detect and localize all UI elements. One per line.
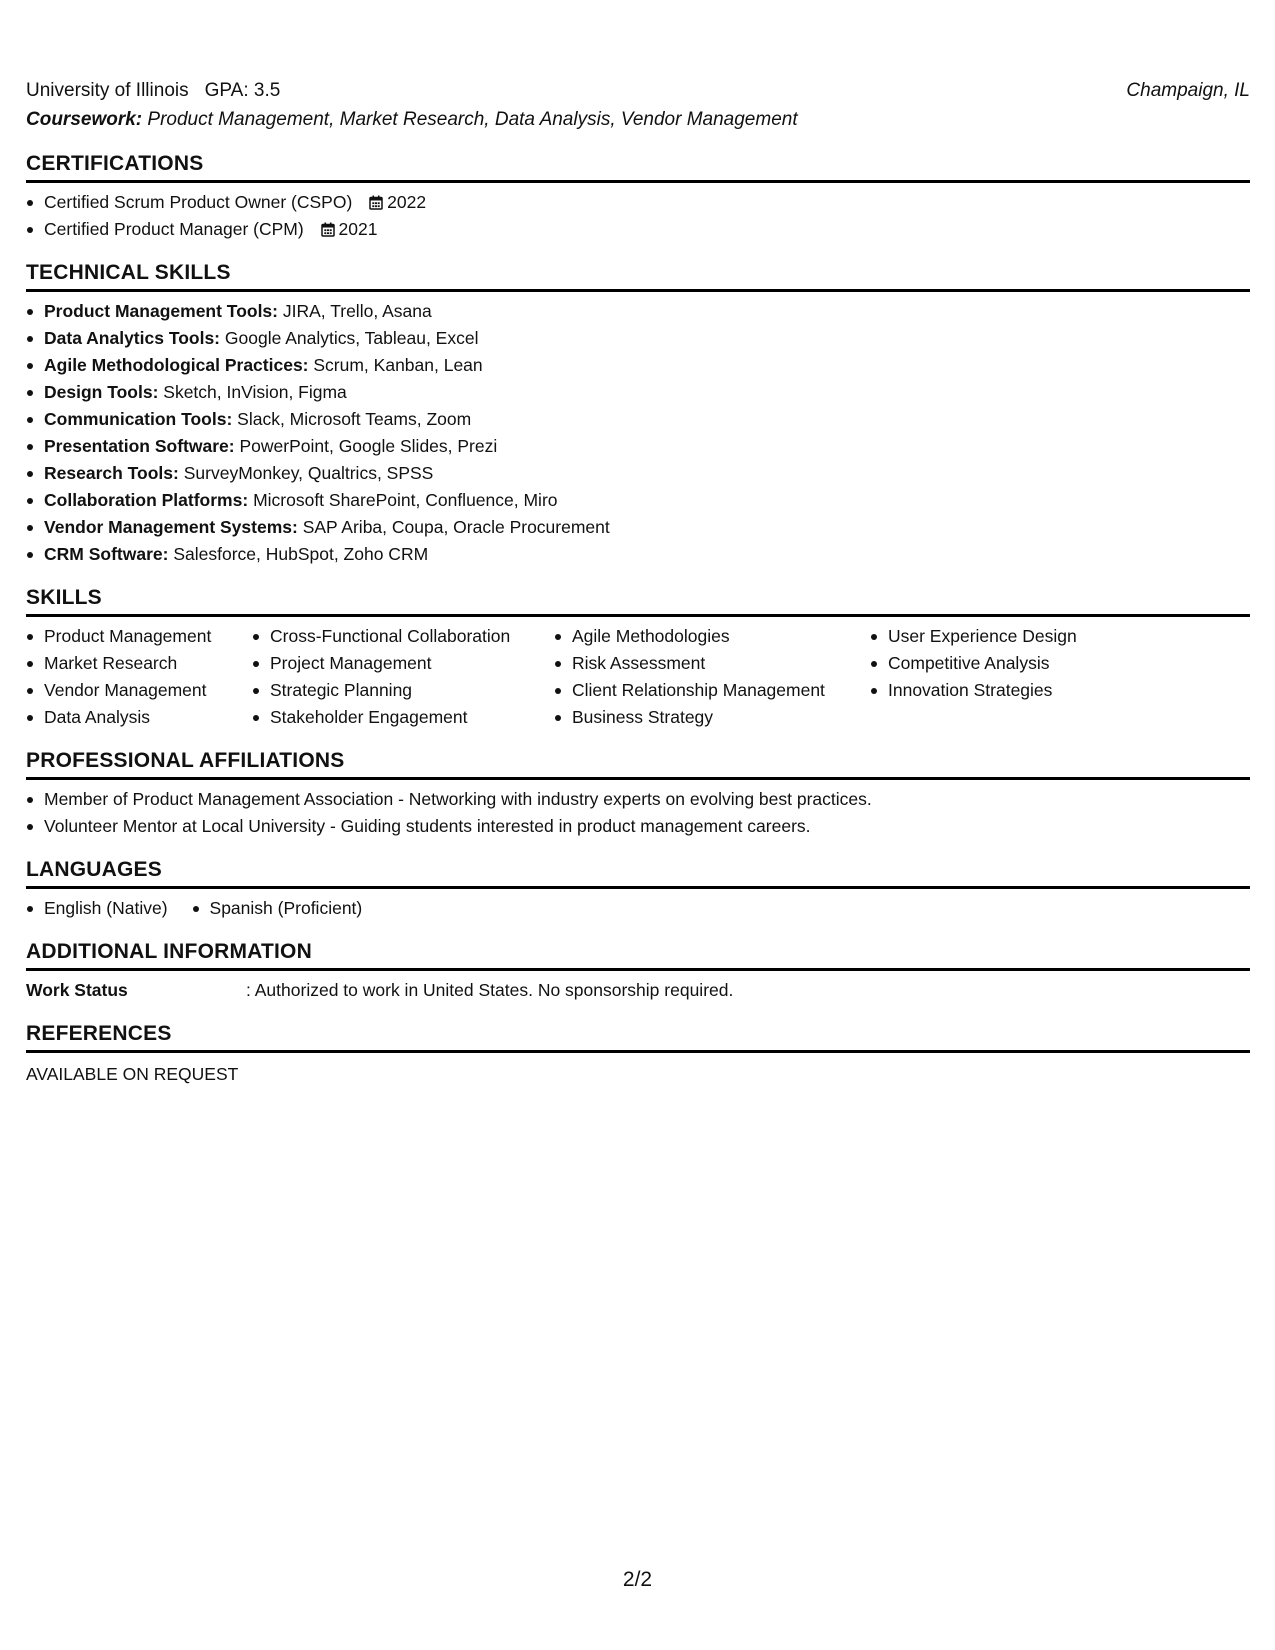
section-title-references: REFERENCES (26, 1020, 1250, 1053)
skill-category: Agile Methodological Practices: (44, 355, 309, 375)
list-item (26, 433, 1250, 460)
skill-category: Communication Tools: (44, 409, 233, 429)
affiliations-section (26, 747, 1250, 840)
certification-name: Certified Scrum Product Owner (CSPO) (44, 192, 353, 212)
skill-category: Vendor Management Systems: (44, 517, 298, 537)
list-item (26, 189, 1250, 216)
list-item (26, 379, 1250, 406)
references-text: AVAILABLE ON REQUEST (26, 1064, 239, 1084)
list-item: Spanish (Proficient) (192, 895, 363, 922)
references-section (26, 1020, 1250, 1088)
skill-tools: JIRA, Trello, Asana (282, 301, 432, 321)
languages-section (26, 856, 1250, 922)
list-item (26, 514, 1250, 541)
education-left (26, 76, 280, 105)
list-item: English (Native) (26, 895, 168, 922)
skills-grid (26, 623, 1250, 731)
section-title-certifications: CERTIFICATIONS (26, 150, 1250, 183)
list-item: Stakeholder Engagement (252, 704, 554, 731)
certifications-list (26, 189, 1250, 243)
list-item: Member of Product Management Association - Networking with industry experts on evolving best practices. (26, 786, 1250, 813)
list-item: Business Strategy (554, 704, 870, 731)
list-item (26, 487, 1250, 514)
resume-page (26, 76, 1250, 1088)
list-item: Vendor Management (26, 677, 252, 704)
list-item (26, 541, 1250, 568)
coursework (26, 105, 1250, 134)
skill-category: Product Management Tools: (44, 301, 278, 321)
technical-skills-section (26, 259, 1250, 568)
certification-name: Certified Product Manager (CPM) (44, 219, 304, 239)
list-item (26, 298, 1250, 325)
languages-list (26, 895, 386, 922)
list-item: Cross-Functional Collaboration (252, 623, 554, 650)
section-title-affiliations: PROFESSIONAL AFFILIATIONS (26, 747, 1250, 780)
affiliations-list (26, 786, 1250, 840)
languages-row (26, 895, 1250, 922)
education-row (26, 76, 1250, 105)
skill-tools: PowerPoint, Google Slides, Prezi (239, 436, 498, 456)
skill-tools: Slack, Microsoft Teams, Zoom (237, 409, 472, 429)
skill-tools: SAP Ariba, Coupa, Oracle Procurement (302, 517, 610, 537)
list-item: Strategic Planning (252, 677, 554, 704)
work-status-label: Work Status (26, 980, 128, 1000)
skill-tools: Salesforce, HubSpot, Zoho CRM (173, 544, 429, 564)
list-item: Client Relationship Management (554, 677, 870, 704)
skill-tools: Sketch, InVision, Figma (163, 382, 347, 402)
list-item: User Experience Design (870, 623, 1170, 650)
section-title-technical-skills: TECHNICAL SKILLS (26, 259, 1250, 292)
skill-category: Presentation Software: (44, 436, 235, 456)
skills-section (26, 584, 1250, 731)
school-name: University of Illinois (26, 80, 189, 101)
calendar-icon (369, 195, 383, 210)
skills-column (870, 623, 1170, 731)
section-title-additional-info: ADDITIONAL INFORMATION (26, 938, 1250, 971)
skill-category: CRM Software: (44, 544, 169, 564)
gpa: GPA: 3.5 (204, 80, 281, 101)
list-item: Competitive Analysis (870, 650, 1170, 677)
work-status-value: : Authorized to work in United States. No sponsorship required. (246, 980, 734, 1000)
list-item: Risk Assessment (554, 650, 870, 677)
coursework-list: Product Management, Market Research, Data Analysis, Vendor Management (147, 109, 798, 130)
list-item (26, 325, 1250, 352)
list-item: Volunteer Mentor at Local University - Guiding students interested in product management careers. (26, 813, 1250, 840)
section-title-skills: SKILLS (26, 584, 1250, 617)
page-number: 2/2 (622, 1568, 653, 1591)
list-item: Agile Methodologies (554, 623, 870, 650)
school-location: Champaign, IL (1126, 80, 1250, 101)
technical-skills-list (26, 298, 1250, 568)
skill-category: Design Tools: (44, 382, 159, 402)
calendar-icon (321, 222, 335, 237)
certifications-section (26, 150, 1250, 243)
list-item: Data Analysis (26, 704, 252, 731)
skill-category: Research Tools: (44, 463, 179, 483)
list-item (26, 216, 1250, 243)
list-item: Innovation Strategies (870, 677, 1170, 704)
skills-column (554, 623, 870, 731)
additional-info-section (26, 938, 1250, 1004)
list-item: Project Management (252, 650, 554, 677)
skill-category: Data Analytics Tools: (44, 328, 221, 348)
certification-year: 2022 (387, 192, 427, 212)
skill-tools: Scrum, Kanban, Lean (313, 355, 483, 375)
skill-tools: Google Analytics, Tableau, Excel (224, 328, 479, 348)
coursework-label: Coursework: (26, 109, 143, 130)
skills-column (252, 623, 554, 731)
certification-year: 2021 (338, 219, 378, 239)
section-title-languages: LANGUAGES (26, 856, 1250, 889)
list-item: Market Research (26, 650, 252, 677)
list-item (26, 460, 1250, 487)
skill-tools: SurveyMonkey, Qualtrics, SPSS (183, 463, 434, 483)
list-item (26, 406, 1250, 433)
skill-tools: Microsoft SharePoint, Confluence, Miro (253, 490, 558, 510)
list-item: Product Management (26, 623, 252, 650)
work-status-row (26, 977, 1250, 1004)
skill-category: Collaboration Platforms: (44, 490, 249, 510)
skills-column (26, 623, 252, 731)
list-item (26, 352, 1250, 379)
